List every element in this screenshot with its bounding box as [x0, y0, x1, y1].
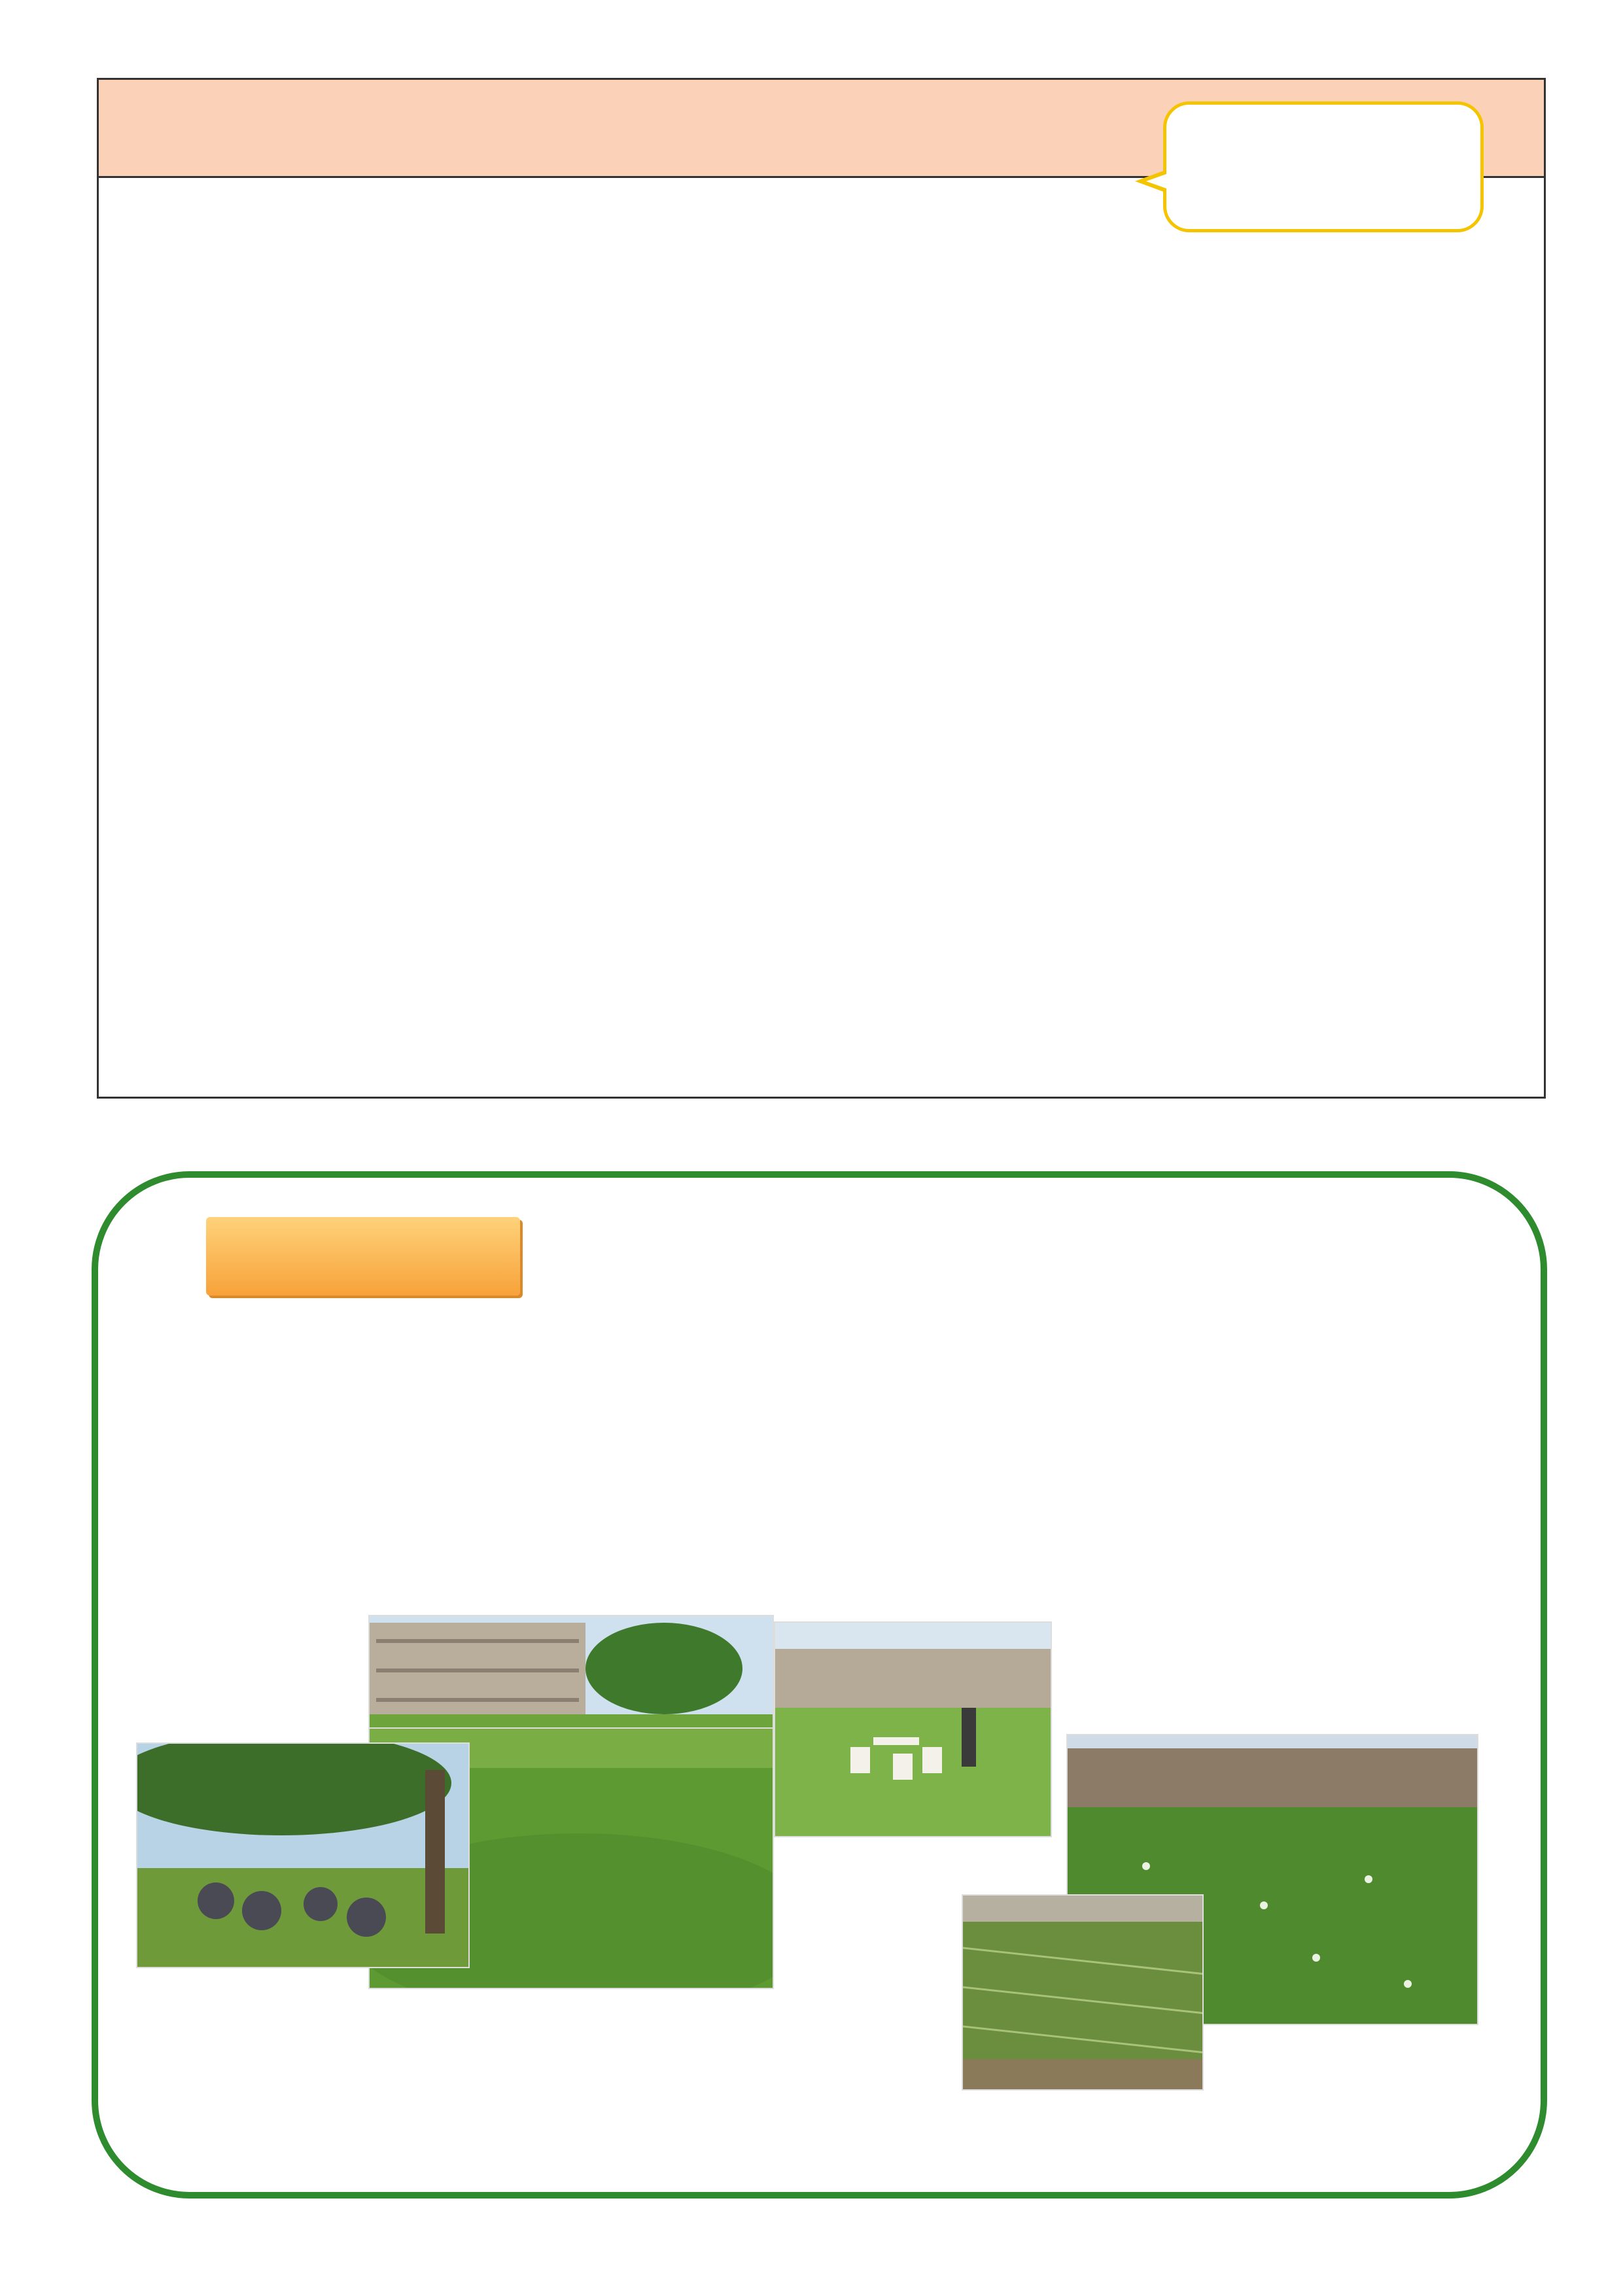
photo-building-lawn-top	[368, 1615, 774, 1729]
bubble-tail-inner	[1146, 171, 1174, 191]
photo-nanbukko	[136, 1742, 470, 1968]
photo-onion-field	[962, 1894, 1204, 2091]
speech-bubble	[1163, 101, 1484, 232]
topics-label-board	[206, 1217, 520, 1296]
photo-compis	[774, 1621, 1052, 1837]
